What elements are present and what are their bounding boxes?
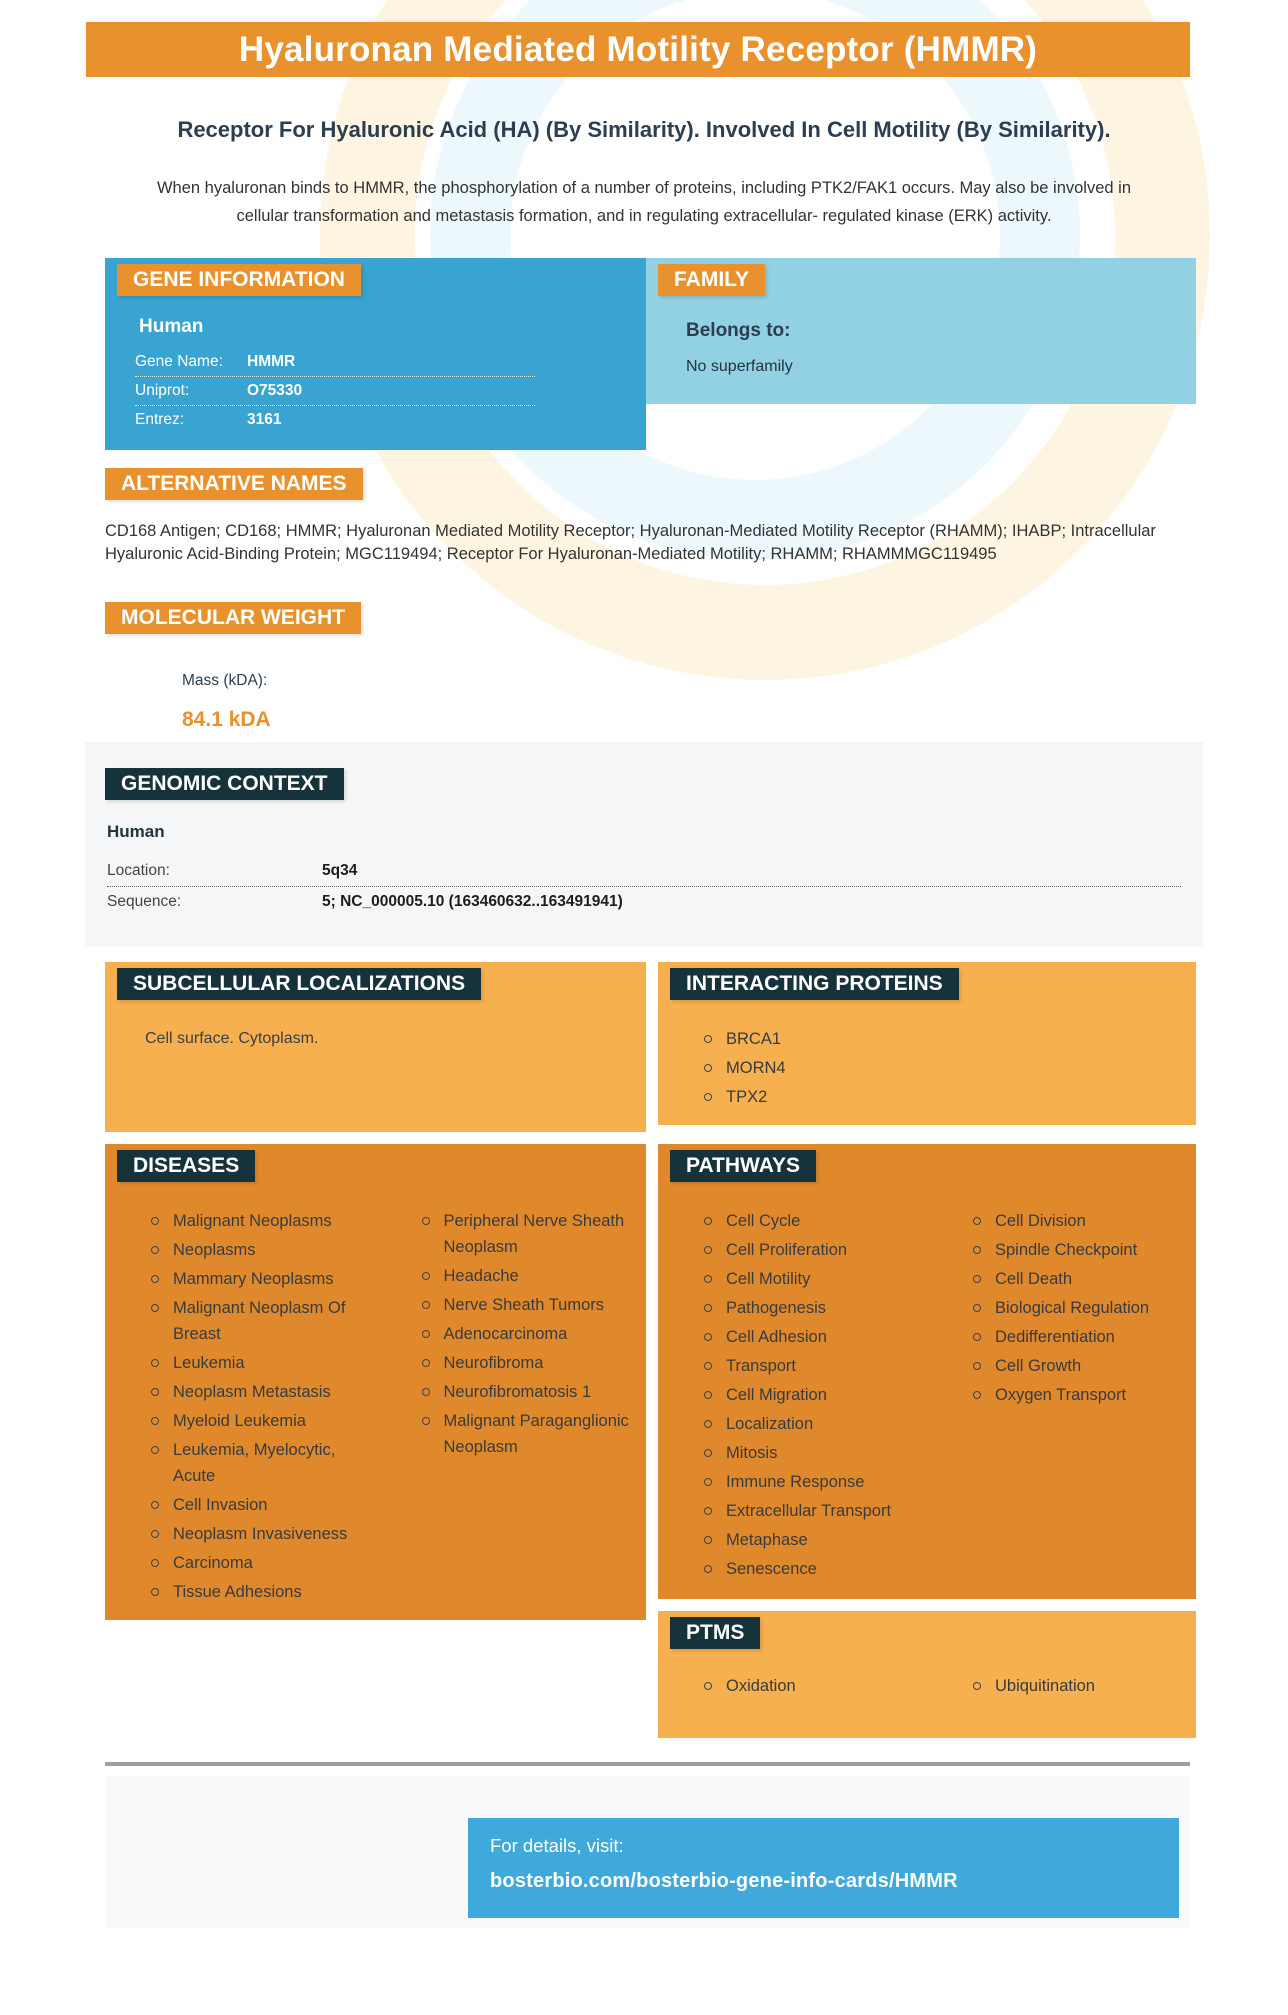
location-label: Location: — [107, 861, 170, 879]
footer-details-box — [468, 1818, 1179, 1918]
list-item: Leukemia, Myelocytic, Acute — [149, 1437, 370, 1489]
list-item: Neurofibromatosis 1 — [420, 1379, 641, 1405]
gene-information-table — [135, 348, 535, 434]
list-item: Mammary Neoplasms — [149, 1266, 370, 1292]
list-item: TPX2 — [702, 1084, 1190, 1110]
list-item: Dedifferentiation — [971, 1324, 1190, 1350]
list-item: Immune Response — [702, 1469, 921, 1495]
table-row — [135, 377, 535, 406]
list-item: Cell Adhesion — [702, 1324, 921, 1350]
list-item: Transport — [702, 1353, 921, 1379]
gene-description: When hyaluronan binds to HMMR, the phosphorylation of a number of proteins, including PTK2/FAK1 occurs. May also be involved in cellular transformation and metastasis formation, and in regulating extracellular- regulated kinase (ERK) activity. — [156, 178, 1131, 225]
list-item: Nerve Sheath Tumors — [420, 1292, 641, 1318]
list-item: Malignant Neoplasm Of Breast — [149, 1295, 370, 1347]
pathways-list-col1 — [658, 1208, 927, 1585]
list-item: MORN4 — [702, 1055, 1190, 1081]
list-item: Neoplasms — [149, 1237, 370, 1263]
uniprot-value: O75330 — [247, 381, 303, 399]
family-value: No superfamily — [686, 357, 793, 375]
pathways-panel — [658, 1144, 1196, 1599]
molecular-weight-section — [105, 602, 1288, 634]
entrez-value: 3161 — [247, 410, 282, 428]
pathways-list-col2 — [927, 1208, 1196, 1585]
list-item: BRCA1 — [702, 1026, 1190, 1052]
ptms-list-col2 — [927, 1673, 1196, 1702]
interacting-proteins-panel — [658, 962, 1196, 1125]
footer-divider — [105, 1762, 1190, 1766]
list-item: Carcinoma — [149, 1550, 370, 1576]
mass-label: Mass (kDA): — [182, 671, 268, 689]
gene-name-value: HMMR — [247, 352, 296, 370]
list-item: Tissue Adhesions — [149, 1579, 370, 1605]
list-item: Oxidation — [702, 1673, 921, 1699]
list-item: Neurofibroma — [420, 1350, 641, 1376]
list-item: Cell Death — [971, 1266, 1190, 1292]
list-item: Senescence — [702, 1556, 921, 1582]
table-row — [135, 406, 535, 434]
table-row — [135, 348, 535, 377]
list-item: Spindle Checkpoint — [971, 1237, 1190, 1263]
list-item: Neoplasm Invasiveness — [149, 1521, 370, 1547]
gene-name-label: Gene Name: — [135, 352, 223, 370]
list-item: Cell Motility — [702, 1266, 921, 1292]
subcellular-localizations-heading: SUBCELLULAR LOCALIZATIONS — [117, 968, 481, 1000]
page-title: Hyaluronan Mediated Motility Receptor (HMMR) — [86, 22, 1190, 77]
mass-value: 84.1 kDA — [182, 707, 271, 731]
list-item: Cell Migration — [702, 1382, 921, 1408]
list-item: Biological Regulation — [971, 1295, 1190, 1321]
gene-information-heading: GENE INFORMATION — [117, 264, 361, 296]
family-panel — [646, 258, 1196, 404]
list-item: Malignant Paraganglionic Neoplasm — [420, 1408, 641, 1460]
diseases-list-col1 — [105, 1208, 376, 1608]
list-item: Pathogenesis — [702, 1295, 921, 1321]
diseases-list-col2 — [376, 1208, 647, 1608]
species-label: Human — [107, 821, 165, 841]
ptms-heading: PTMS — [670, 1617, 760, 1649]
list-item: Oxygen Transport — [971, 1382, 1190, 1408]
list-item: Mitosis — [702, 1440, 921, 1466]
pathways-heading: PATHWAYS — [670, 1150, 816, 1182]
location-value: 5q34 — [322, 861, 358, 879]
table-row — [107, 856, 1181, 887]
list-item: Malignant Neoplasms — [149, 1208, 370, 1234]
list-item: Cell Growth — [971, 1353, 1190, 1379]
species-label: Human — [139, 315, 204, 337]
gene-subtitle: Receptor For Hyaluronic Acid (HA) (By Similarity). Involved In Cell Motility (By Similarity). — [177, 117, 1111, 142]
list-item: Neoplasm Metastasis — [149, 1379, 370, 1405]
list-item: Cell Division — [971, 1208, 1190, 1234]
diseases-panel — [105, 1144, 646, 1620]
list-item: Adenocarcinoma — [420, 1321, 641, 1347]
genomic-context-panel — [85, 742, 1203, 947]
list-item: Headache — [420, 1263, 641, 1289]
gene-information-panel — [105, 258, 646, 450]
table-row — [107, 887, 1181, 917]
list-item: Cell Invasion — [149, 1492, 370, 1518]
ptms-list-col1 — [658, 1673, 927, 1702]
list-item: Extracellular Transport — [702, 1498, 921, 1524]
list-item: Ubiquitination — [971, 1673, 1190, 1699]
list-item: Cell Cycle — [702, 1208, 921, 1234]
subcellular-localizations-text: Cell surface. Cytoplasm. — [145, 1029, 319, 1047]
list-item: Peripheral Nerve Sheath Neoplasm — [420, 1208, 641, 1260]
list-item: Leukemia — [149, 1350, 370, 1376]
belongs-to-label: Belongs to: — [686, 319, 791, 341]
list-item: Localization — [702, 1411, 921, 1437]
interacting-proteins-list — [658, 1026, 1196, 1110]
family-heading: FAMILY — [658, 264, 765, 296]
ptms-panel — [658, 1611, 1196, 1738]
alternative-names-section — [105, 468, 1288, 500]
entrez-label: Entrez: — [135, 410, 185, 428]
list-item: Myeloid Leukemia — [149, 1408, 370, 1434]
molecular-weight-heading: MOLECULAR WEIGHT — [105, 602, 361, 634]
list-item: Cell Proliferation — [702, 1237, 921, 1263]
interacting-proteins-heading: INTERACTING PROTEINS — [670, 968, 959, 1000]
diseases-heading: DISEASES — [117, 1150, 255, 1182]
gene-family-row — [105, 258, 1196, 450]
genomic-context-table — [107, 856, 1181, 917]
list-item: Metaphase — [702, 1527, 921, 1553]
alternative-names-heading: ALTERNATIVE NAMES — [105, 468, 363, 500]
visit-label: For details, visit: — [490, 1834, 624, 1856]
details-url-link[interactable]: bosterbio.com/bosterbio-gene-info-cards/HMMR — [490, 1869, 958, 1892]
alternative-names-text: CD168 Antigen; CD168; HMMR; Hyaluronan Mediated Motility Receptor; Hyaluronan-Mediated Motility Receptor (RHAMM); IHABP; Intracellular Hyaluronic Acid-Binding Protein; MGC119494; Receptor For Hyaluronan-Mediated Motility; RHAMM; RHAMMMGC119495 — [105, 521, 1156, 563]
uniprot-label: Uniprot: — [135, 381, 190, 399]
genomic-context-heading: GENOMIC CONTEXT — [105, 768, 344, 800]
pathways-ptms-stack — [658, 1144, 1196, 1738]
sequence-value: 5; NC_000005.10 (163460632..163491941) — [322, 892, 623, 910]
subcellular-localizations-panel — [105, 962, 646, 1132]
sequence-label: Sequence: — [107, 892, 182, 910]
footer-panel — [105, 1776, 1190, 1928]
diseases-pathways-row — [105, 1144, 1196, 1738]
localization-proteins-row — [105, 962, 1196, 1132]
